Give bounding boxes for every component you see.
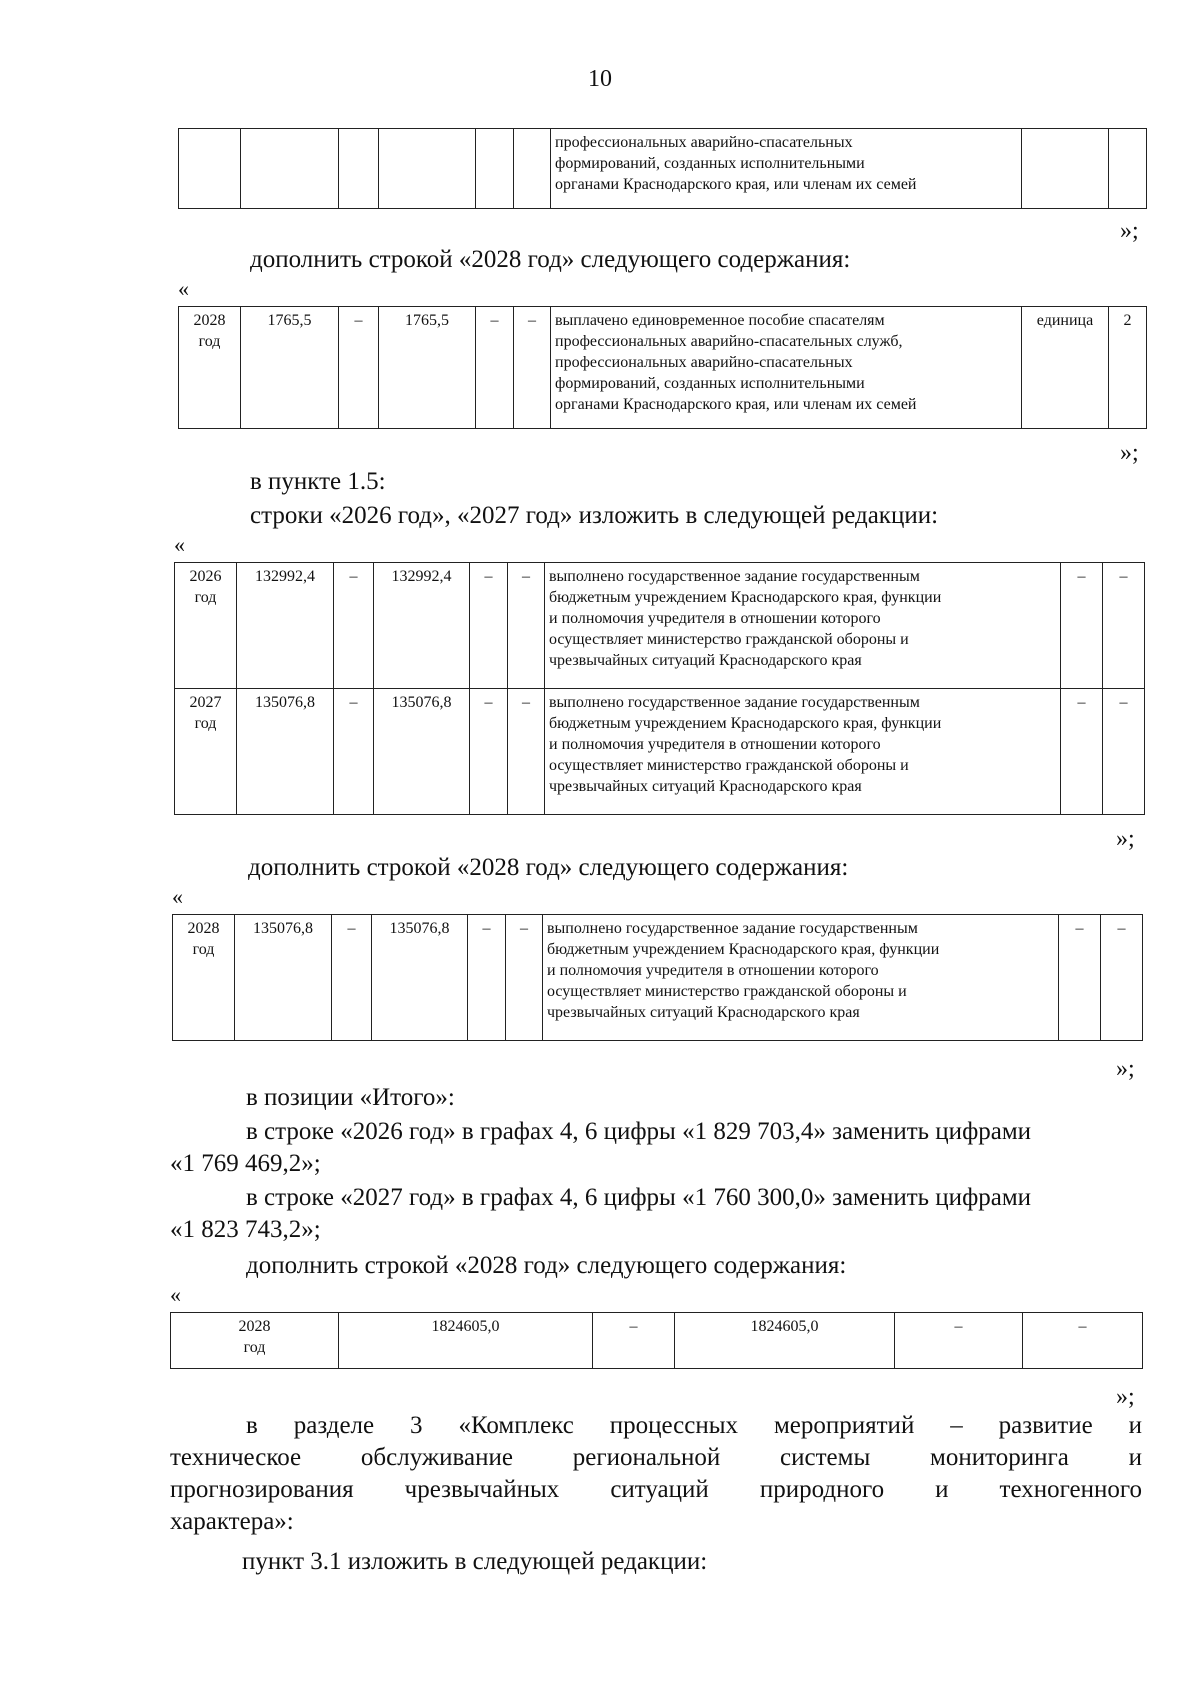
table-row: 2028 год 1824605,0 – 1824605,0 – – xyxy=(171,1313,1143,1369)
paragraph: в строке «2027 год» в графах 4, 6 цифры «1 760 300,0» заменить цифрами xyxy=(246,1184,1032,1211)
table-total-2028 xyxy=(170,1312,1143,1369)
table-2026-2027 xyxy=(174,562,1145,815)
paragraph: дополнить строкой «2028 год» следующего содержания: xyxy=(250,246,851,273)
description-cell: выполнено государственное задание государственным бюджетным учреждением Краснодарского края, функции и полномочия учредителя в отношении которого осуществляет министерство гражданской обороны и чрезвычайных ситуаций Краснодарского края xyxy=(545,563,1061,689)
paragraph: «1 769 469,2»; xyxy=(170,1150,321,1177)
closing-quote: »; xyxy=(1116,1056,1135,1082)
value-cell: 2 xyxy=(1109,307,1147,429)
opening-quote: « xyxy=(178,276,189,301)
year-cell: 2028 год xyxy=(171,1313,339,1369)
paragraph: пункт 3.1 изложить в следующей редакции: xyxy=(242,1548,708,1575)
section-3-paragraph: в разделе 3 «Комплекс процессных мероприятий – развитие и техническое обслуживание региональной системы мониторинга и прогнозирования чрезвычайных ситуаций природного и техногенного характера»: xyxy=(170,1412,1142,1535)
table-continuation xyxy=(178,128,1147,209)
description-cell: выполнено государственное задание государственным бюджетным учреждением Краснодарского края, функции и полномочия учредителя в отношении которого осуществляет министерство гражданской обороны и чрезвычайных ситуаций Краснодарского края xyxy=(545,689,1061,815)
table-2028-task xyxy=(172,914,1143,1041)
opening-quote: « xyxy=(172,884,183,909)
page-number: 10 xyxy=(588,66,612,92)
table-2028-benefit xyxy=(178,306,1147,429)
year-cell: 2028 год xyxy=(173,915,235,1041)
table-row: 2027 год 135076,8 – 135076,8 – – выполнено государственное задание государственным бюджетным учреждением Краснодарского края, функции и полномочия учредителя в отношении которого осуществляет министерство гражданской обороны и чрезвычайных ситуаций Краснодарского края – – xyxy=(175,689,1145,815)
paragraph: в строке «2026 год» в графах 4, 6 цифры «1 829 703,4» заменить цифрами xyxy=(246,1118,1032,1145)
opening-quote: « xyxy=(170,1282,181,1307)
paragraph: строки «2026 год», «2027 год» изложить в следующей редакции: xyxy=(250,502,939,529)
description-cell: выплачено единовременное пособие спасателям профессиональных аварийно-спасательных служб, профессиональных аварийно-спасательных формирований, созданных исполнительными органами Краснодарского края, или членам их семей xyxy=(551,307,1022,429)
closing-quote: »; xyxy=(1116,1384,1135,1410)
opening-quote: « xyxy=(174,532,185,557)
paragraph: в позиции «Итого»: xyxy=(246,1084,455,1111)
table-row: 2028 год 135076,8 – 135076,8 – – выполнено государственное задание государственным бюджетным учреждением Краснодарского края, функции и полномочия учредителя в отношении которого осуществляет министерство гражданской обороны и чрезвычайных ситуаций Краснодарского края – – xyxy=(173,915,1143,1041)
paragraph: дополнить строкой «2028 год» следующего содержания: xyxy=(248,854,849,881)
description-cell: выполнено государственное задание государственным бюджетным учреждением Краснодарского края, функции и полномочия учредителя в отношении которого осуществляет министерство гражданской обороны и чрезвычайных ситуаций Краснодарского края xyxy=(543,915,1059,1041)
table-row: 2026 год 132992,4 – 132992,4 – – выполнено государственное задание государственным бюджетным учреждением Краснодарского края, функции и полномочия учредителя в отношении которого осуществляет министерство гражданской обороны и чрезвычайных ситуаций Краснодарского края – – xyxy=(175,563,1145,689)
paragraph: «1 823 743,2»; xyxy=(170,1216,321,1243)
year-cell: 2027 год xyxy=(175,689,237,815)
closing-quote: »; xyxy=(1120,218,1139,244)
closing-quote: »; xyxy=(1120,440,1139,466)
description-cell: профессиональных аварийно-спасательных формирований, созданных исполнительными органами Краснодарского края, или членам их семей xyxy=(551,129,1022,209)
closing-quote: »; xyxy=(1116,826,1135,852)
year-cell: 2026 год xyxy=(175,563,237,689)
year-cell: 2028 год xyxy=(179,307,241,429)
paragraph: в пункте 1.5: xyxy=(250,468,386,495)
unit-cell: единица xyxy=(1022,307,1109,429)
paragraph: дополнить строкой «2028 год» следующего содержания: xyxy=(246,1252,847,1279)
table-row xyxy=(179,129,1147,209)
table-row: 2028 год 1765,5 – 1765,5 – – выплачено единовременное пособие спасателям профессиональных аварийно-спасательных служб, профессиональных аварийно-спасательных формирований, созданных исполнительными органами Краснодарского края, или членам их семей единица 2 xyxy=(179,307,1147,429)
